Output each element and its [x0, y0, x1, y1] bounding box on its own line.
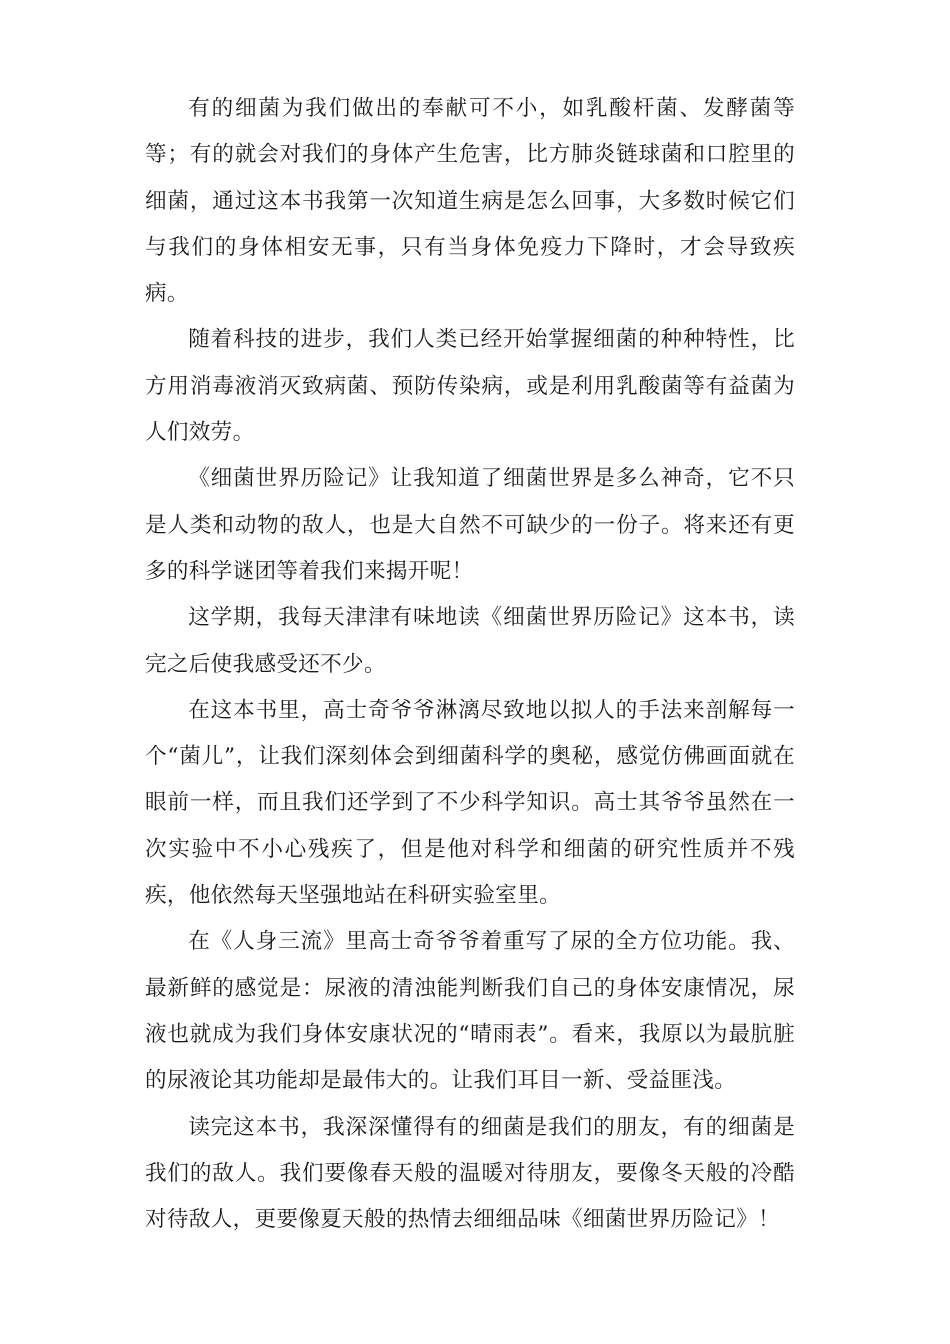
document-body — [145, 86, 795, 1243]
paragraph-7: 读完这本书，我深深懂得有的细菌是我们的朋友，有的细菌是我们的敌人。我们要像春天般的温暖对待朋友，要像冬天般的冷酷对待敌人，更要像夏天般的热情去细细品味《细菌世界历险记》！ — [145, 1114, 795, 1233]
paragraph-2: 随着科技的进步，我们人类已经开始掌握细菌的种种特性，比方用消毒液消灭致病菌、预防传染病，或是利用乳酸菌等有益菌为人们效劳。 — [145, 327, 795, 446]
paragraph-5: 在这本书里，高士奇爷爷淋漓尽致地以拟人的手法来剖解每一个“菌儿”，让我们深刻体会到细菌科学的奥秘，感觉仿佛画面就在眼前一样，而且我们还学到了不少科学知识。高士其爷爷虽然在一次实验中不小心残疾了，但是他对科学和细菌的研究性质并不残疾，他依然每天坚强地站在科研实验室里。 — [145, 697, 795, 909]
paragraph-3: 《细菌世界历险记》让我知道了细菌世界是多么神奇，它不只是人类和动物的敌人，也是大自然不可缺少的一份子。将来还有更多的科学谜团等着我们来揭开呢！ — [145, 466, 795, 584]
paragraph-1: 有的细菌为我们做出的奉献可不小，如乳酸杆菌、发酵菌等等；有的就会对我们的身体产生危害，比方肺炎链球菌和口腔里的细菌，通过这本书我第一次知道生病是怎么回事，大多数时候它们与我们的身体相安无事，只有当身体免疫力下降时，才会导致疾病。 — [145, 96, 795, 307]
paragraph-4: 这学期，我每天津津有味地读《细菌世界历险记》这本书，读完之后使我感受还不少。 — [145, 605, 795, 677]
paragraph-6: 在《人身三流》里高士奇爷爷着重写了尿的全方位功能。我、最新鲜的感觉是：尿液的清浊能判断我们自己的身体安康情况，尿液也就成为我们身体安康状况的“晴雨表”。看来，我原以为最肮脏的尿液论其功能却是最伟大的。让我们耳目一新、受益匪浅。 — [145, 929, 795, 1094]
